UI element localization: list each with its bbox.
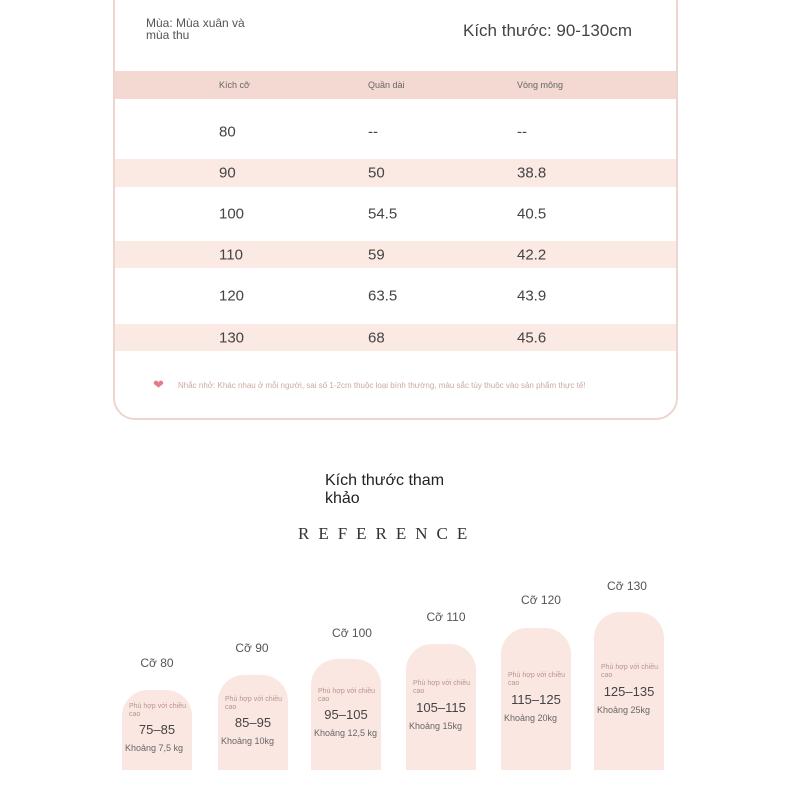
size-cell: 130 [219, 329, 245, 346]
fit-label: Phù hợp với chiều cao [413, 680, 471, 695]
reference-title: Kích thước tham khảo [325, 472, 445, 507]
size-label: Cỡ 110 [426, 610, 466, 624]
size-label: Cỡ 120 [521, 593, 561, 607]
size-bar [122, 690, 192, 770]
height-range: 95–105 [324, 707, 368, 722]
table-row [115, 324, 676, 351]
weight-label: Khoảng 15kg [409, 721, 463, 731]
hip-cell: 42.2 [517, 246, 547, 263]
size-label: Cỡ 90 [235, 641, 269, 655]
size-bar [501, 628, 571, 770]
column-header-size: Kích cỡ [219, 80, 250, 90]
length-cell: 59 [368, 246, 385, 263]
fit-label: Phù hợp với chiều cao [129, 703, 187, 718]
table-row [115, 159, 676, 187]
size-cell: 90 [219, 164, 236, 182]
hip-cell: -- [517, 123, 527, 141]
table-row [115, 187, 676, 241]
fit-label: Phù hợp với chiều cao [225, 696, 283, 711]
hip-cell: 45.6 [517, 329, 547, 346]
size-label: Cỡ 100 [332, 626, 372, 640]
height-range: 115–125 [511, 692, 561, 707]
size-label: Cỡ 130 [607, 579, 647, 593]
weight-label: Khoảng 25kg [597, 705, 651, 715]
length-cell: 54.5 [368, 205, 398, 223]
hip-cell: 38.8 [517, 164, 547, 182]
length-cell: -- [368, 123, 378, 141]
hip-cell: 43.9 [517, 287, 547, 305]
size-bar [594, 612, 664, 770]
weight-label: Khoảng 10kg [221, 736, 275, 746]
size-cell: 110 [219, 246, 243, 263]
table-header [115, 71, 676, 99]
length-cell: 68 [368, 329, 385, 346]
fit-label: Phù hợp với chiều cao [318, 688, 376, 703]
length-cell: 63.5 [368, 287, 398, 305]
weight-label: Khoảng 20kg [504, 713, 558, 723]
hip-cell: 40.5 [517, 205, 547, 223]
table-row [115, 105, 676, 159]
reminder-text: Nhắc nhở: Khác nhau ở mỗi người, sai số 1-2cm thuộc loại bình thường, màu sắc tùy thuộc vào sản phẩm thực tế! [178, 381, 586, 390]
table-row [115, 241, 676, 268]
size-cell: 120 [219, 287, 245, 305]
heart-icon: ❤ [153, 377, 164, 392]
weight-label: Khoảng 7,5 kg [125, 743, 184, 753]
length-cell: 50 [368, 164, 385, 182]
reference-subtitle: REFERENCE [298, 524, 477, 543]
height-range: 85–95 [234, 715, 272, 730]
column-header-length: Quần dài [368, 80, 405, 90]
height-range: 125–135 [603, 684, 655, 699]
fit-label: Phù hợp với chiều cao [601, 664, 659, 679]
height-range: 75–85 [138, 722, 176, 737]
fit-label: Phù hợp với chiều cao [508, 672, 566, 687]
weight-label: Khoảng 12,5 kg [314, 728, 378, 738]
size-label: Cỡ 80 [140, 656, 174, 670]
size-cell: 100 [219, 205, 245, 223]
table-row [115, 268, 676, 324]
column-header-hip: Vòng mông [517, 80, 564, 90]
size-cell: 80 [219, 123, 236, 141]
size-bar [311, 659, 381, 770]
size-bar [218, 675, 288, 770]
size-range-label: Kích thước: 90-130cm [463, 21, 632, 40]
height-range: 105–115 [416, 700, 466, 715]
season-label: Mùa: Mùa xuân và mùa thu [146, 16, 245, 42]
size-bar [406, 644, 476, 770]
